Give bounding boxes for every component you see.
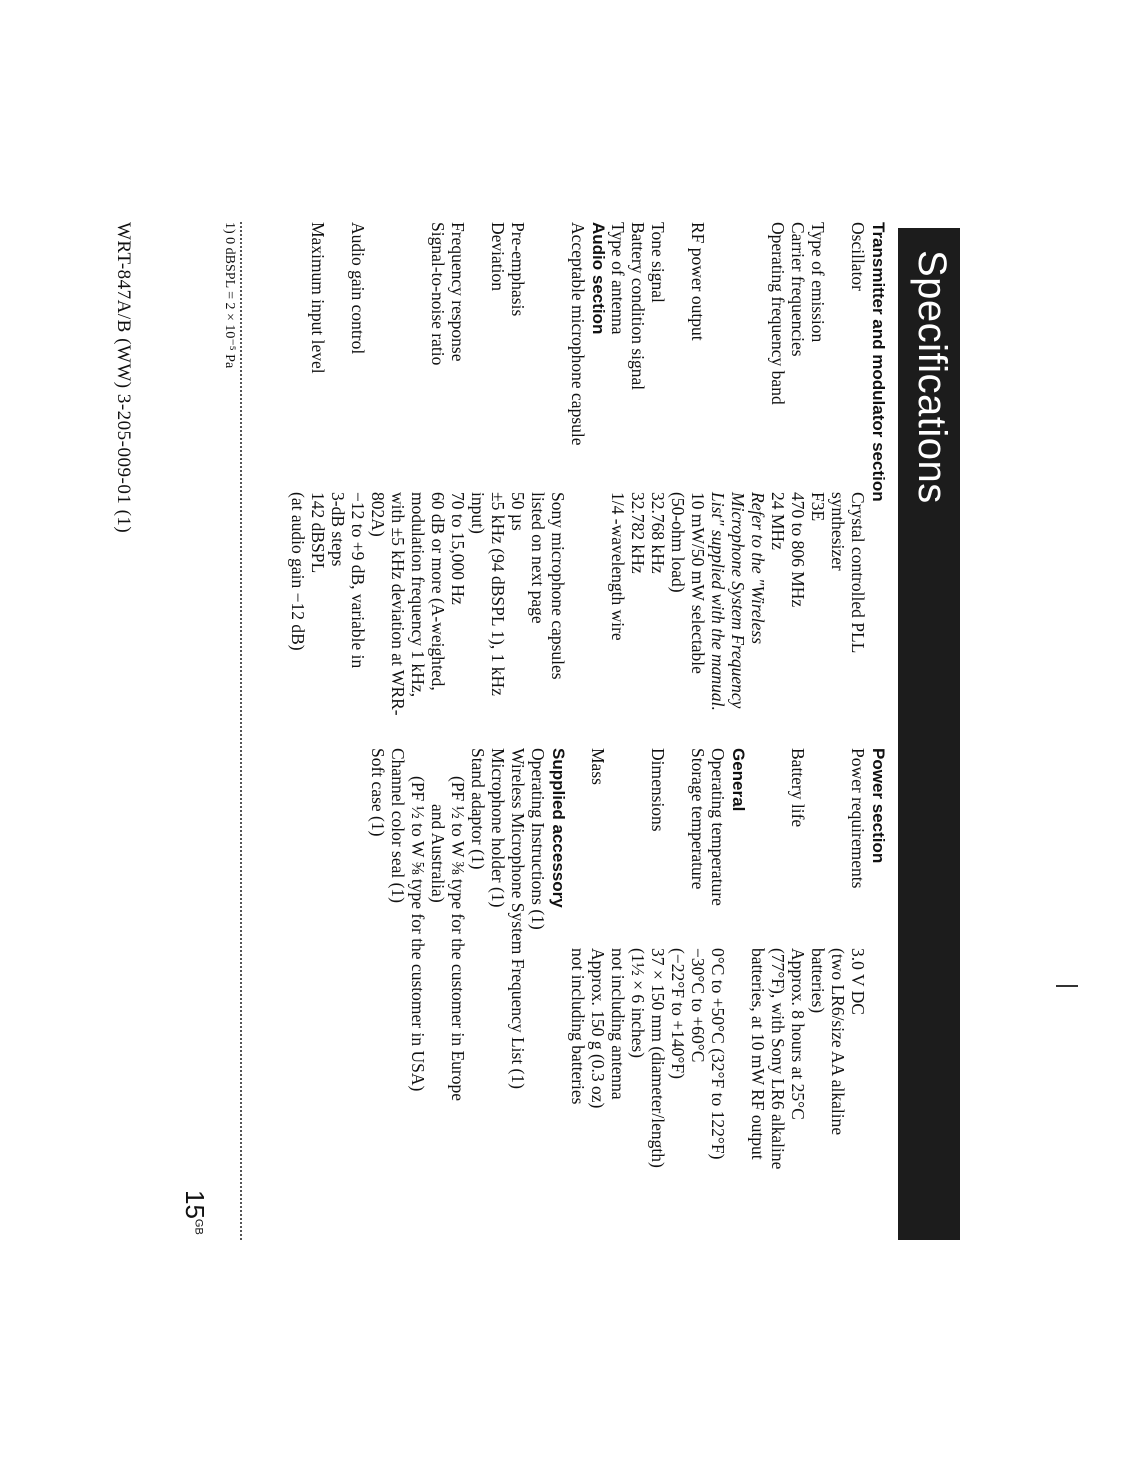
spec-value-line: Sony microphone capsules	[548, 492, 568, 680]
spec-value-line: 3-dB steps	[328, 492, 348, 567]
scan-mark	[1056, 985, 1078, 987]
spec-value-line: (77°F), with Sony LR6 alkaline	[768, 948, 788, 1170]
spec-value-line: modulation frequency 1 kHz,	[408, 492, 428, 698]
spec-value: F3E	[808, 492, 828, 522]
spec-value	[808, 948, 868, 1248]
spec-label: RF power output	[688, 222, 708, 341]
spec-row-battery-life	[748, 748, 808, 1248]
accessory-item: Stand adaptor (1)	[468, 748, 488, 870]
page-number-value: 15	[180, 1190, 210, 1219]
spec-value: 32.782 kHz	[628, 492, 648, 574]
spec-value: 32.768 kHz	[648, 492, 668, 574]
spec-value-line: with ±5 kHz deviation at WRR-	[388, 492, 408, 716]
spec-row-carrier	[788, 222, 808, 742]
accessory-note: (PF ½ to W ⅝ type for the customer in USA)	[408, 776, 428, 1092]
spec-value-line: batteries, at 10 mW RF output	[748, 948, 768, 1160]
spec-value-line: batteries)	[808, 948, 828, 1014]
spec-label: Mass	[588, 748, 608, 785]
spec-value: 1/4 -wavelength wire	[608, 492, 628, 641]
spec-value-line: Crystal controlled PLL	[848, 492, 868, 654]
spec-value-line: synthesizer	[828, 492, 848, 571]
spec-value	[528, 492, 568, 742]
right-column	[368, 748, 888, 1248]
title-banner	[898, 228, 960, 1240]
spec-label: Deviation	[488, 222, 508, 292]
spec-value-line: 10 mW/50 mW selectable	[688, 492, 708, 674]
spec-value-line: Approx. 150 g (0.3 oz)	[588, 948, 608, 1109]
accessory-item: Operating Instructions (1)	[528, 748, 548, 930]
spec-value-line: −30°C to +60°C	[688, 948, 708, 1063]
spec-value-line: 3.0 V DC	[848, 948, 868, 1015]
spec-value: 70 to 15,000 Hz	[448, 492, 468, 605]
spec-label: Operating temperature	[708, 748, 728, 906]
spec-row-capsule-value	[528, 222, 568, 742]
spec-row-deviation	[468, 222, 508, 742]
spec-value	[328, 492, 368, 742]
spec-value-line: (50-ohm load)	[668, 492, 688, 593]
spec-row-frequency	[448, 222, 468, 742]
spec-value-line: 60 dB or more (A-weighted,	[428, 492, 448, 691]
spec-label: Frequency response	[448, 222, 468, 362]
spec-value: 50 µs	[508, 492, 528, 531]
spec-row-band	[708, 222, 788, 742]
spec-label: Battery life	[788, 748, 808, 828]
spec-label: Signal-to-noise ratio	[428, 222, 448, 366]
spec-label: Battery condition signal	[628, 222, 648, 391]
spec-value	[288, 492, 328, 742]
spec-label: Audio gain control	[348, 222, 368, 355]
audio-heading: Audio section	[589, 222, 608, 335]
spec-value: 470 to 806 MHz	[788, 492, 808, 608]
spec-value	[708, 492, 788, 742]
left-column	[288, 222, 888, 742]
power-heading: Power section	[869, 748, 888, 864]
spec-row-oscillator	[828, 222, 868, 742]
general-heading: General	[729, 748, 748, 812]
spec-row-preemphasis	[508, 222, 528, 742]
spec-row-mass	[568, 748, 608, 1248]
spec-row-storage-temp	[668, 748, 708, 1248]
spec-value-line: (two LR6/size AA alkaline	[828, 948, 848, 1136]
accessory-note: and Australia)	[428, 804, 448, 903]
spec-note: Microphone System Frequency	[728, 492, 748, 709]
spec-row-rf	[668, 222, 708, 742]
spec-row-power-req	[808, 748, 868, 1248]
spec-row-dimensions	[608, 748, 668, 1248]
spec-label: Carrier frequencies	[788, 222, 808, 357]
spec-value-line: (at audio gain −12 dB)	[288, 492, 308, 651]
spec-value-line: 142 dBSPL	[308, 492, 328, 574]
spec-label: Pre-emphasis	[508, 222, 528, 317]
spec-row-tone	[648, 222, 668, 742]
spec-value: 0°C to +50°C (32°F to 122°F)	[708, 948, 728, 1160]
spec-value-line: not including antenna	[608, 948, 628, 1100]
spec-value: ±5 kHz (94 dBSPL 1), 1 kHz input)	[468, 492, 508, 696]
spec-row-gain	[328, 222, 368, 742]
spec-value-line: (−22°F to +140°F)	[668, 948, 688, 1079]
spec-label: Type of emission	[808, 222, 828, 343]
spec-value-line: 802A)	[368, 492, 388, 537]
accessory-note: (PF ½ to W ⅜ type for the customer in Europe	[448, 776, 468, 1101]
spec-value-line: 24 MHz	[768, 492, 788, 550]
spec-label: Operating frequency band	[768, 222, 788, 405]
spec-value-line: 37 × 150 mm (diameter/length)	[648, 948, 668, 1168]
spec-value-line: (1½ × 6 inches)	[628, 948, 648, 1058]
dotted-divider	[240, 222, 242, 1240]
accessory-item: Soft case (1)	[368, 748, 388, 837]
spec-label: Maximum input level	[308, 222, 328, 374]
spec-row-antenna	[608, 222, 628, 742]
spec-label: Oscillator	[848, 222, 868, 292]
supplied-heading: Supplied accessory	[549, 748, 568, 908]
spec-row-snr	[368, 222, 448, 742]
spec-label: Power requirements	[848, 748, 868, 889]
spec-label: Dimensions	[648, 748, 668, 832]
spec-value-line: listed on next page	[528, 492, 548, 624]
spec-value	[608, 948, 668, 1248]
accessory-item: Microphone holder (1)	[488, 748, 508, 908]
spec-value	[668, 492, 708, 742]
spec-note: Refer to the "Wireless	[748, 492, 768, 645]
transmitter-heading: Transmitter and modulator section	[869, 222, 888, 502]
spec-label: Type of antenna	[608, 222, 628, 335]
page-number	[179, 1190, 210, 1235]
accessory-item: Channel color seal (1)	[388, 748, 408, 904]
spec-label: Tone signal	[648, 222, 668, 303]
spec-row-emission	[808, 222, 828, 742]
spec-value	[668, 948, 708, 1248]
spec-label: Acceptable microphone capsule	[568, 222, 588, 446]
spec-row-max-input	[288, 222, 328, 742]
spec-value	[368, 492, 448, 742]
accessory-item: Wireless Microphone System Frequency List (1)	[508, 748, 528, 1089]
document-id: WRT-847A/B (WW) 3-205-009-01 (1)	[113, 222, 134, 534]
spec-row-capsule	[568, 222, 588, 742]
spec-row-battery-signal	[628, 222, 648, 742]
spec-value	[748, 948, 808, 1248]
spec-label: Storage temperature	[688, 748, 708, 890]
page-title: Specifications	[910, 250, 954, 504]
footnote: 1) 0 dBSPL = 2 × 10⁻⁵ Pa	[222, 222, 237, 369]
spacer	[528, 222, 568, 492]
page-number-suffix: GB	[192, 1218, 205, 1235]
spec-value-line: −12 to +9 dB, variable in	[348, 492, 368, 669]
spec-row-op-temp	[708, 748, 728, 1248]
spec-value	[828, 492, 868, 742]
spec-value-line: Approx. 8 hours at 25°C	[788, 948, 808, 1120]
spec-value	[568, 948, 608, 1248]
spec-value-line: not including batteries	[568, 948, 588, 1105]
spec-note: List" supplied with the manual.	[708, 492, 728, 711]
